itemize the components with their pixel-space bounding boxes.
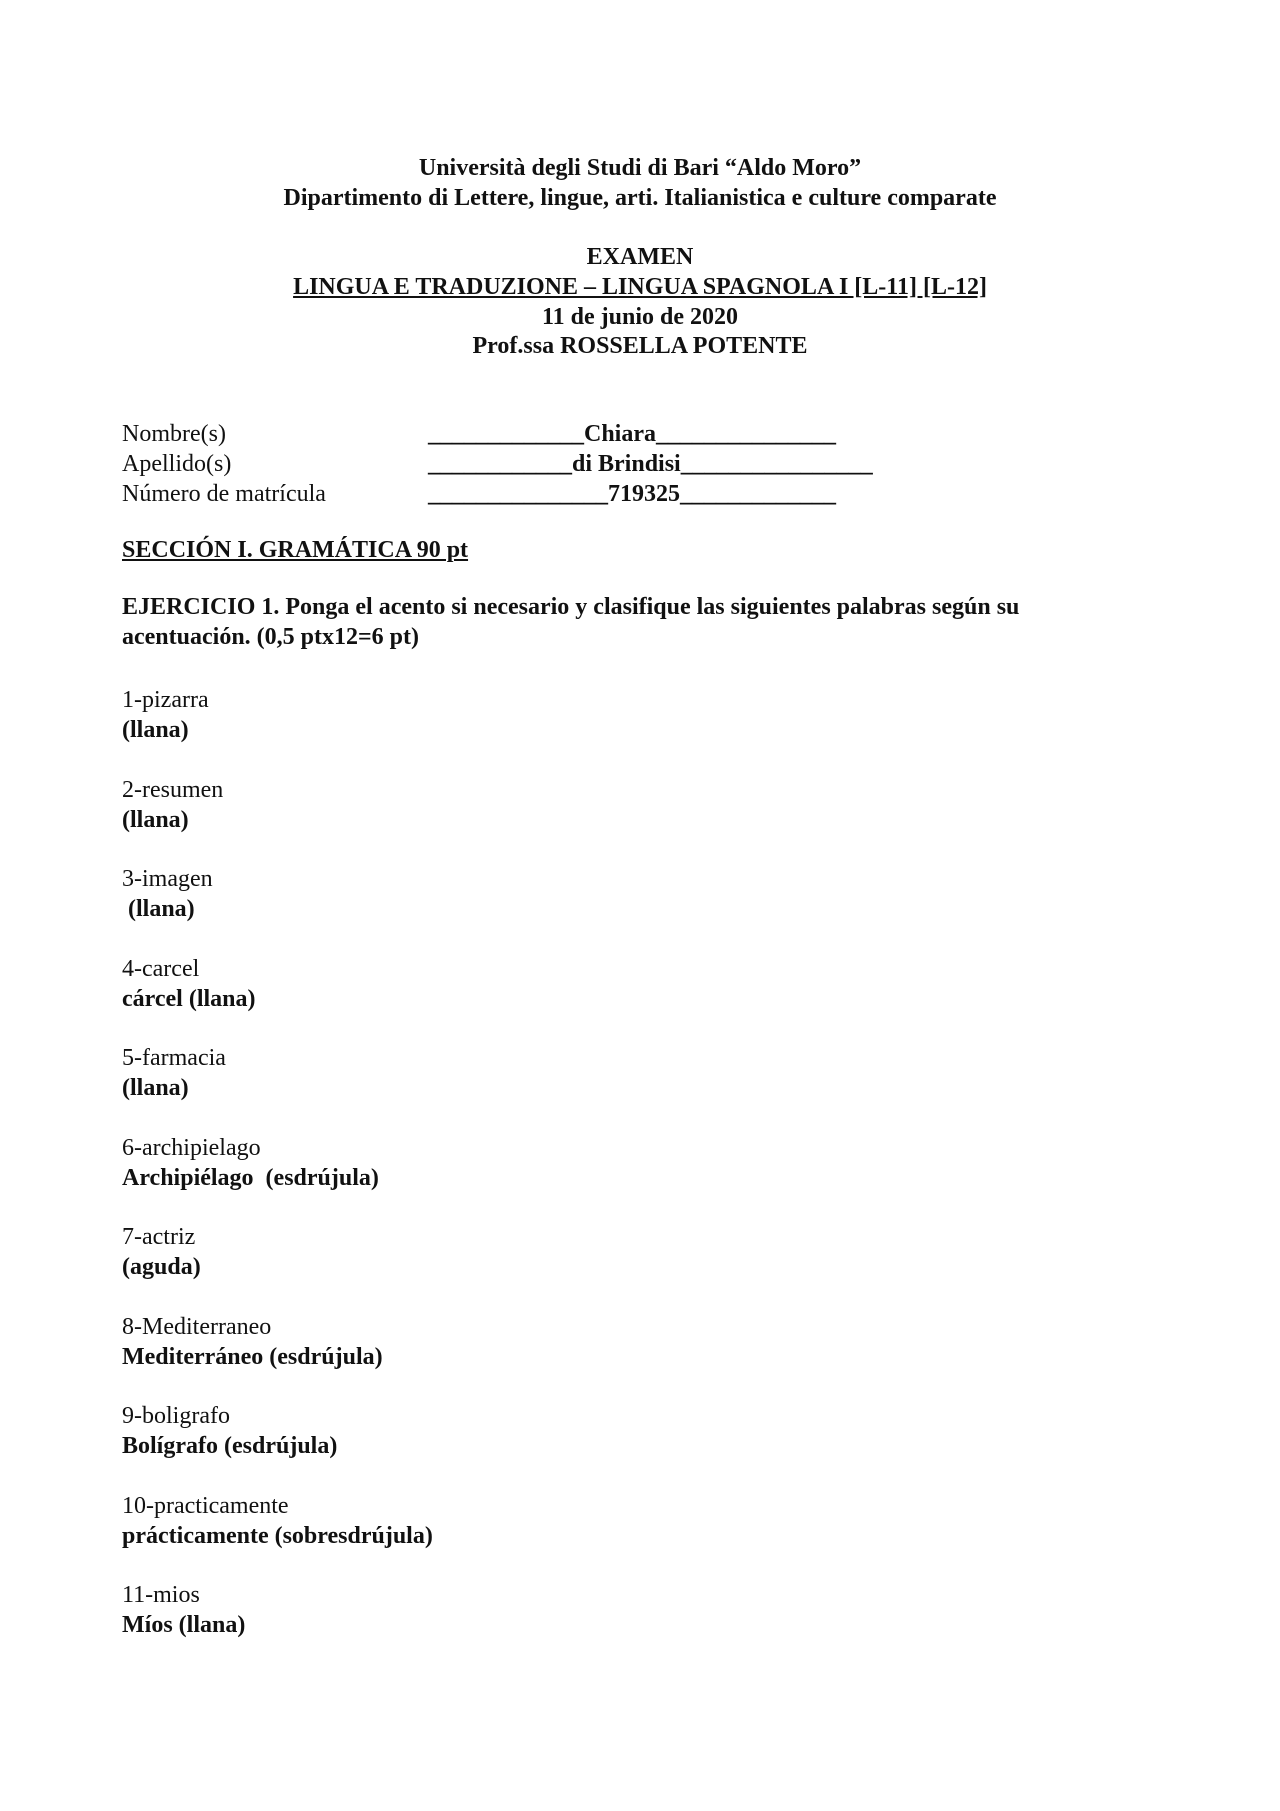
item-word: 2-resumen <box>122 776 224 803</box>
item-word: 1-pizarra <box>122 687 209 713</box>
student-name-value: _____________Chiara_______________ <box>428 421 836 447</box>
item-answer: (llana) <box>122 806 189 833</box>
item-word: 4-carcel <box>122 955 200 982</box>
item-word: 10-practicamente <box>122 1492 289 1519</box>
list-item <box>122 1043 1122 1133</box>
item-answer: (llana) <box>122 896 195 922</box>
list-item <box>122 864 1122 954</box>
list-item <box>122 1491 1122 1581</box>
item-word: 7-actriz <box>122 1224 196 1250</box>
list-item <box>122 1401 1122 1491</box>
exam-date: 11 de junio de 2020 <box>541 304 739 330</box>
student-surname-label: Apellido(s) <box>122 451 232 477</box>
exercise-instruction: EJERCICIO 1. Ponga el acento si necesario y clasifique las siguientes palabras según su acentuación. (0,5 ptx12=6 pt) <box>122 594 1020 650</box>
item-word: 5-farmacia <box>122 1045 226 1071</box>
list-item <box>122 1222 1122 1312</box>
student-id-value: _______________719325_____________ <box>428 481 836 507</box>
item-answer: cárcel (llana) <box>122 985 256 1012</box>
list-item <box>122 1133 1122 1223</box>
item-answer: Mediterráneo (esdrújula) <box>122 1343 383 1370</box>
item-word: 11-mios <box>122 1582 200 1608</box>
item-answer: (llana) <box>122 717 189 743</box>
course-title: LINGUA E TRADUZIONE – LINGUA SPAGNOLA I [L-11] [L-12] <box>293 274 987 300</box>
list-item <box>122 685 1122 775</box>
student-surname-value: ____________di Brindisi________________ <box>428 451 873 477</box>
item-answer: Archipiélago (esdrújula) <box>122 1164 379 1191</box>
item-word: 6-archipielago <box>122 1134 261 1161</box>
item-answer: (llana) <box>122 1075 189 1101</box>
item-answer: Míos (llana) <box>122 1612 246 1638</box>
list-item <box>122 954 1122 1044</box>
student-name-label: Nombre(s) <box>122 421 226 447</box>
department-name: Dipartimento di Lettere, lingue, arti. Italianistica e culture comparate <box>283 185 997 211</box>
item-word: 3-imagen <box>122 866 213 892</box>
student-id-label: Número de matrícula <box>122 481 326 507</box>
exam-label: EXAMEN <box>586 244 694 270</box>
item-answer: prácticamente (sobresdrújula) <box>122 1522 433 1549</box>
list-item <box>122 775 1122 865</box>
item-answer: Bolígrafo (esdrújula) <box>122 1433 338 1459</box>
exercise-items <box>122 685 1122 1670</box>
item-word: 9-boligrafo <box>122 1403 230 1429</box>
university-name: Università degli Studi di Bari “Aldo Moro” <box>418 155 862 181</box>
list-item <box>122 1580 1122 1670</box>
section-title: SECCIÓN I. GRAMÁTICA 90 pt <box>122 537 469 563</box>
item-answer: (aguda) <box>122 1254 201 1280</box>
professor-name: Prof.ssa ROSSELLA POTENTE <box>472 333 808 359</box>
list-item <box>122 1312 1122 1402</box>
item-word: 8-Mediterraneo <box>122 1313 272 1340</box>
